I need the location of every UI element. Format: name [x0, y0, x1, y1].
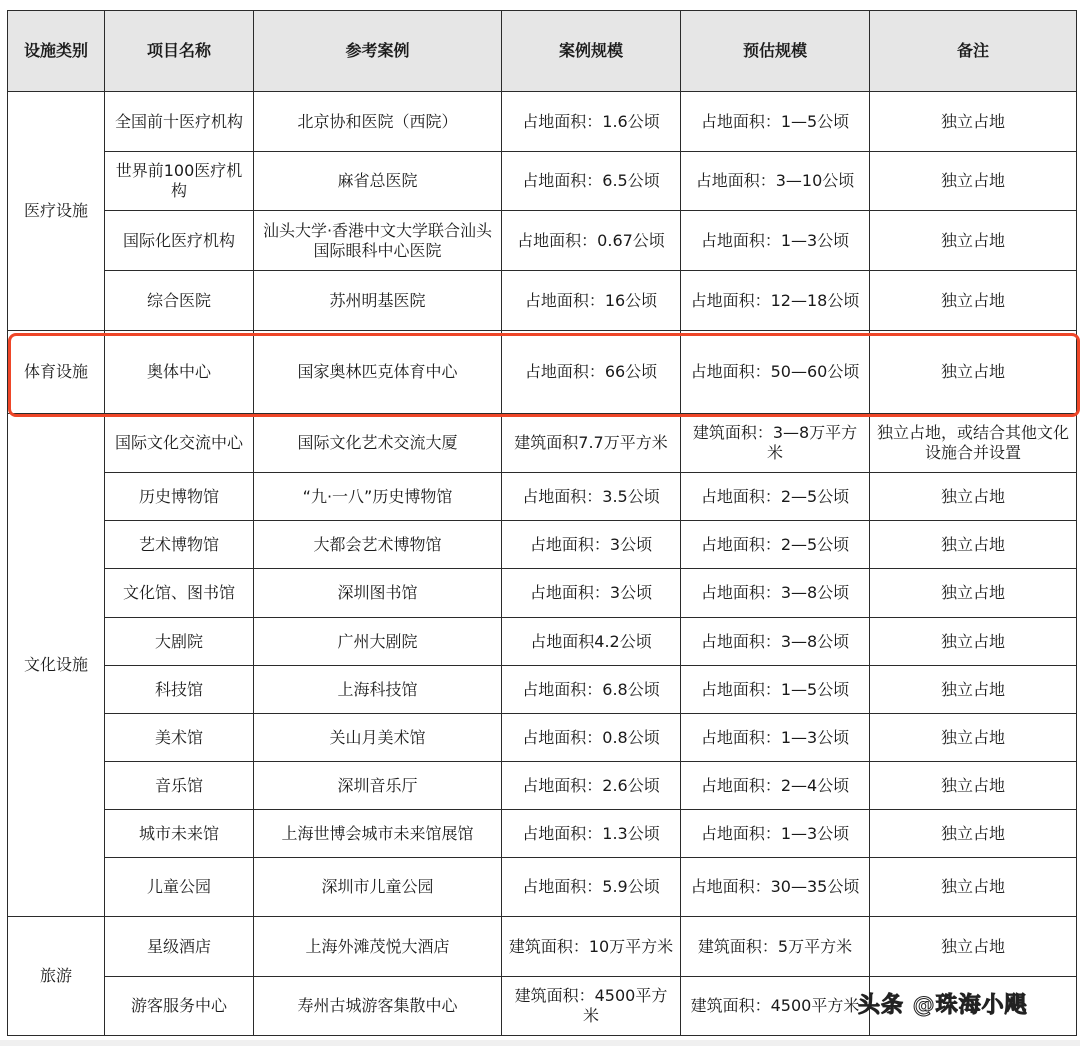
- note-cell: 独立占地: [870, 666, 1077, 714]
- case-scale-cell: 占地面积：1.3公顷: [502, 810, 681, 858]
- category-cell: 医疗设施: [8, 92, 105, 331]
- reference-case-cell: 寿州古城游客集散中心: [254, 977, 502, 1036]
- estimated-scale-cell: 占地面积：30—35公顷: [681, 858, 870, 917]
- note-cell: 独立占地，或结合其他文化设施合并设置: [870, 414, 1077, 473]
- note-cell: 独立占地: [870, 473, 1077, 521]
- estimated-scale-cell: 占地面积：1—3公顷: [681, 211, 870, 271]
- estimated-scale-cell: 占地面积：3—10公顷: [681, 152, 870, 211]
- note-cell: 独立占地: [870, 618, 1077, 666]
- table-row: [8, 762, 1077, 810]
- table-row: [8, 810, 1077, 858]
- reference-case-cell: 深圳图书馆: [254, 569, 502, 618]
- case-scale-cell: 占地面积：1.6公顷: [502, 92, 681, 152]
- project-name-cell: 大剧院: [105, 618, 254, 666]
- case-scale-cell: 占地面积：3公顷: [502, 569, 681, 618]
- facility-table: [7, 10, 1077, 1036]
- estimated-scale-cell: 建筑面积：3—8万平方米: [681, 414, 870, 473]
- table-row: [8, 92, 1077, 152]
- header-row: [8, 11, 1077, 92]
- reference-case-cell: 北京协和医院（西院）: [254, 92, 502, 152]
- reference-case-cell: “九·一八”历史博物馆: [254, 473, 502, 521]
- table-row: [8, 858, 1077, 917]
- note-cell: 独立占地: [870, 762, 1077, 810]
- estimated-scale-cell: 占地面积：2—4公顷: [681, 762, 870, 810]
- case-scale-cell: 占地面积：5.9公顷: [502, 858, 681, 917]
- project-name-cell: 城市未来馆: [105, 810, 254, 858]
- project-name-cell: 综合医院: [105, 271, 254, 331]
- case-scale-cell: 占地面积：2.6公顷: [502, 762, 681, 810]
- table-row: [8, 917, 1077, 977]
- header-case-scale: 案例规模: [502, 11, 681, 92]
- note-cell: 独立占地: [870, 714, 1077, 762]
- case-scale-cell: 占地面积：0.8公顷: [502, 714, 681, 762]
- reference-case-cell: 上海外滩茂悦大酒店: [254, 917, 502, 977]
- note-cell: 独立占地: [870, 569, 1077, 618]
- estimated-scale-cell: 占地面积：1—3公顷: [681, 810, 870, 858]
- table-row: [8, 977, 1077, 1036]
- category-cell: 文化设施: [8, 414, 105, 917]
- header-estimated-scale: 预估规模: [681, 11, 870, 92]
- case-scale-cell: 建筑面积：10万平方米: [502, 917, 681, 977]
- project-name-cell: 科技馆: [105, 666, 254, 714]
- header-note: 备注: [870, 11, 1077, 92]
- estimated-scale-cell: 建筑面积：4500平方米: [681, 977, 870, 1036]
- table-row: [8, 211, 1077, 271]
- estimated-scale-cell: 占地面积：3—8公顷: [681, 618, 870, 666]
- header-reference-case: 参考案例: [254, 11, 502, 92]
- table-row: [8, 714, 1077, 762]
- note-cell: 独立占地: [870, 810, 1077, 858]
- note-cell: 独立占地: [870, 152, 1077, 211]
- estimated-scale-cell: 占地面积：50—60公顷: [681, 331, 870, 414]
- estimated-scale-cell: 占地面积：1—5公顷: [681, 666, 870, 714]
- case-scale-cell: 占地面积4.2公顷: [502, 618, 681, 666]
- table-row: [8, 152, 1077, 211]
- note-cell: [870, 977, 1077, 1036]
- project-name-cell: 全国前十医疗机构: [105, 92, 254, 152]
- project-name-cell: 音乐馆: [105, 762, 254, 810]
- case-scale-cell: 占地面积：16公顷: [502, 271, 681, 331]
- table-row: [8, 666, 1077, 714]
- case-scale-cell: 占地面积：3公顷: [502, 521, 681, 569]
- reference-case-cell: 大都会艺术博物馆: [254, 521, 502, 569]
- note-cell: 独立占地: [870, 271, 1077, 331]
- reference-case-cell: 苏州明基医院: [254, 271, 502, 331]
- estimated-scale-cell: 占地面积：2—5公顷: [681, 521, 870, 569]
- project-name-cell: 儿童公园: [105, 858, 254, 917]
- table-row: [8, 569, 1077, 618]
- reference-case-cell: 深圳音乐厅: [254, 762, 502, 810]
- project-name-cell: 美术馆: [105, 714, 254, 762]
- header-project-name: 项目名称: [105, 11, 254, 92]
- table-row: [8, 521, 1077, 569]
- table-row-highlighted: [8, 331, 1077, 414]
- project-name-cell: 奥体中心: [105, 331, 254, 414]
- note-cell: 独立占地: [870, 331, 1077, 414]
- case-scale-cell: 占地面积：6.8公顷: [502, 666, 681, 714]
- estimated-scale-cell: 占地面积：12—18公顷: [681, 271, 870, 331]
- reference-case-cell: 广州大剧院: [254, 618, 502, 666]
- reference-case-cell: 国家奥林匹克体育中心: [254, 331, 502, 414]
- note-cell: 独立占地: [870, 917, 1077, 977]
- reference-case-cell: 深圳市儿童公园: [254, 858, 502, 917]
- watermark: 头条 @珠海小飓: [858, 993, 1028, 1018]
- reference-case-cell: 上海世博会城市未来馆展馆: [254, 810, 502, 858]
- note-cell: 独立占地: [870, 858, 1077, 917]
- bottom-margin: [0, 1040, 1080, 1046]
- reference-case-cell: 汕头大学·香港中文大学联合汕头国际眼科中心医院: [254, 211, 502, 271]
- case-scale-cell: 占地面积：0.67公顷: [502, 211, 681, 271]
- estimated-scale-cell: 建筑面积：5万平方米: [681, 917, 870, 977]
- reference-case-cell: 国际文化艺术交流大厦: [254, 414, 502, 473]
- project-name-cell: 历史博物馆: [105, 473, 254, 521]
- project-name-cell: 国际化医疗机构: [105, 211, 254, 271]
- reference-case-cell: 上海科技馆: [254, 666, 502, 714]
- project-name-cell: 国际文化交流中心: [105, 414, 254, 473]
- estimated-scale-cell: 占地面积：1—5公顷: [681, 92, 870, 152]
- note-cell: 独立占地: [870, 521, 1077, 569]
- category-cell: 旅游: [8, 917, 105, 1036]
- project-name-cell: 游客服务中心: [105, 977, 254, 1036]
- project-name-cell: 艺术博物馆: [105, 521, 254, 569]
- table-row: [8, 618, 1077, 666]
- case-scale-cell: 占地面积：6.5公顷: [502, 152, 681, 211]
- table-row: [8, 473, 1077, 521]
- estimated-scale-cell: 占地面积：2—5公顷: [681, 473, 870, 521]
- reference-case-cell: 关山月美术馆: [254, 714, 502, 762]
- note-cell: 独立占地: [870, 92, 1077, 152]
- case-scale-cell: 建筑面积：4500平方米: [502, 977, 681, 1036]
- table-row: [8, 271, 1077, 331]
- case-scale-cell: 占地面积：66公顷: [502, 331, 681, 414]
- estimated-scale-cell: 占地面积：1—3公顷: [681, 714, 870, 762]
- project-name-cell: 星级酒店: [105, 917, 254, 977]
- case-scale-cell: 占地面积：3.5公顷: [502, 473, 681, 521]
- note-cell: 独立占地: [870, 211, 1077, 271]
- reference-case-cell: 麻省总医院: [254, 152, 502, 211]
- category-cell: 体育设施: [8, 331, 105, 414]
- project-name-cell: 文化馆、图书馆: [105, 569, 254, 618]
- estimated-scale-cell: 占地面积：3—8公顷: [681, 569, 870, 618]
- project-name-cell: 世界前100医疗机构: [105, 152, 254, 211]
- case-scale-cell: 建筑面积7.7万平方米: [502, 414, 681, 473]
- header-category: 设施类别: [8, 11, 105, 92]
- table-row: [8, 414, 1077, 473]
